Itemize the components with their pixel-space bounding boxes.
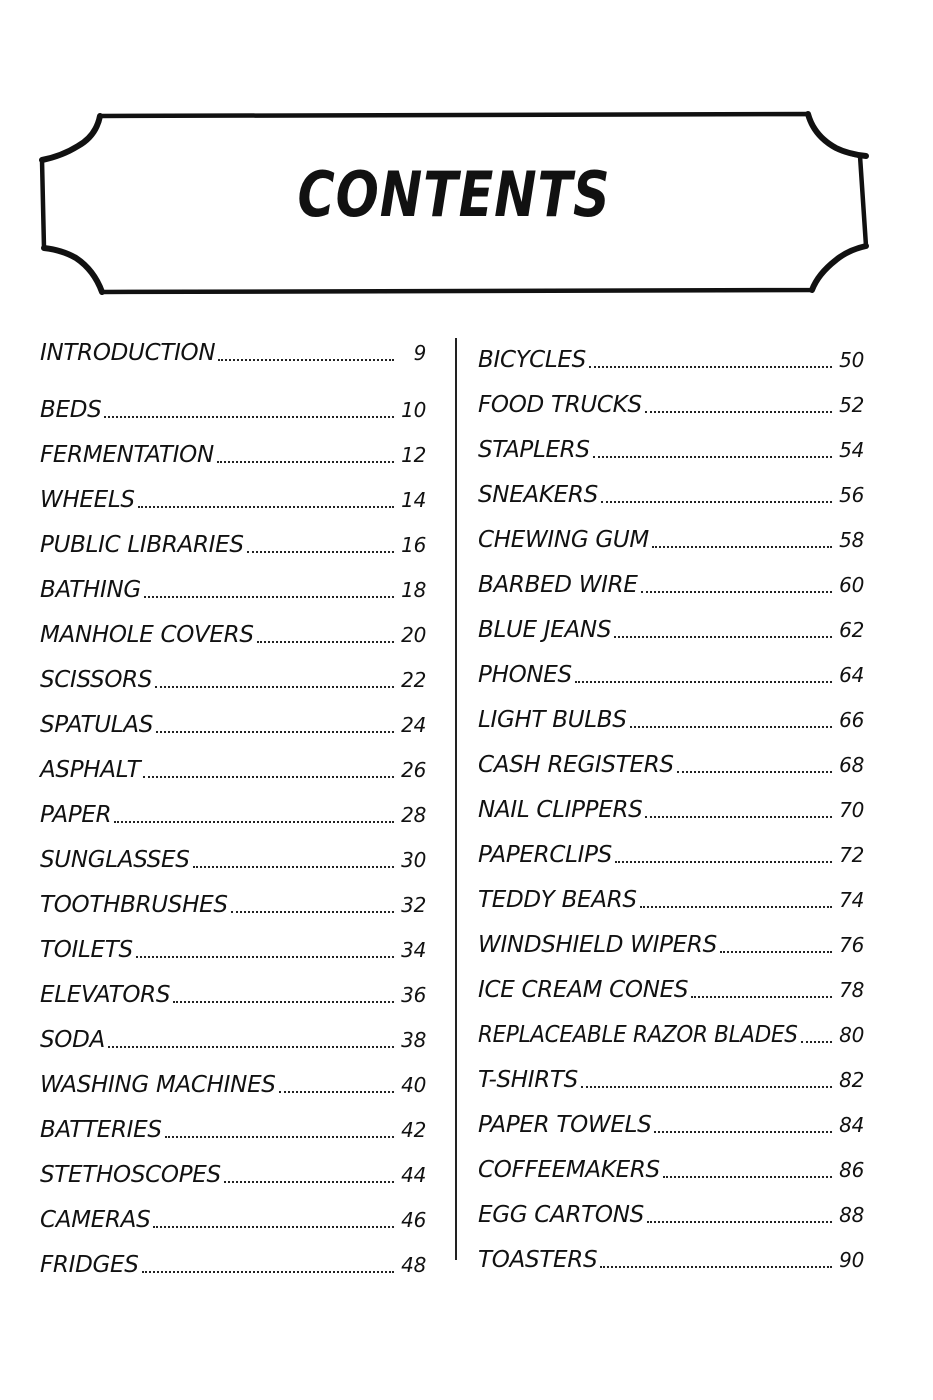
contents-left-column [40, 330, 426, 1280]
toc-entry-title: T-SHIRTS [478, 1067, 578, 1093]
toc-entry [40, 1010, 426, 1055]
toc-entry-title: WINDSHIELD WIPERS [478, 932, 717, 958]
dot-leader [575, 681, 832, 683]
toc-entry-title: TEDDY BEARS [478, 887, 637, 913]
dot-leader [645, 816, 832, 818]
toc-entry [478, 825, 864, 870]
dot-leader [257, 641, 394, 643]
toc-entry-page: 58 [839, 528, 864, 552]
toc-entry [40, 785, 426, 830]
toc-entry-title: BATTERIES [40, 1117, 162, 1143]
title-banner [36, 110, 872, 296]
toc-entry-page: 84 [839, 1113, 864, 1137]
toc-entry-title: CASH REGISTERS [478, 752, 674, 778]
toc-entry-page: 9 [413, 341, 426, 365]
dot-leader [224, 1181, 394, 1183]
dot-leader [630, 726, 832, 728]
toc-entry [40, 875, 426, 920]
toc-entry-title: FRIDGES [40, 1252, 139, 1278]
toc-entry [478, 1095, 864, 1140]
toc-entry-title: COFFEEMAKERS [478, 1157, 660, 1183]
toc-entry-page: 88 [839, 1203, 864, 1227]
toc-entry-title: WASHING MACHINES [40, 1072, 276, 1098]
toc-entry [478, 780, 864, 825]
toc-entry [478, 420, 864, 465]
dot-leader [640, 906, 832, 908]
toc-entry [478, 1050, 864, 1095]
toc-entry-page: 76 [839, 933, 864, 957]
toc-entry-title: PAPER TOWELS [478, 1112, 652, 1138]
dot-leader [615, 861, 832, 863]
toc-entry-page: 28 [401, 803, 426, 827]
dot-leader [663, 1176, 832, 1178]
toc-entry-title: BEDS [40, 397, 102, 423]
dot-leader [645, 411, 832, 413]
toc-entry-title: ELEVATORS [40, 982, 171, 1008]
toc-entry [40, 470, 426, 515]
dot-leader [217, 461, 394, 463]
toc-entry-page: 62 [839, 618, 864, 642]
dot-leader [156, 731, 394, 733]
dot-leader [600, 1266, 832, 1268]
dot-leader [589, 366, 832, 368]
toc-entry-title: TOASTERS [478, 1247, 598, 1273]
toc-entry-page: 86 [839, 1158, 864, 1182]
toc-entry-title: PAPERCLIPS [478, 842, 612, 868]
toc-entry [478, 555, 864, 600]
toc-entry-title: WHEELS [40, 487, 135, 513]
toc-entry-title: FERMENTATION [40, 442, 214, 468]
toc-entry [478, 600, 864, 645]
dot-leader [641, 591, 832, 593]
toc-entry-title: CHEWING GUM [478, 527, 649, 553]
toc-entry [40, 1055, 426, 1100]
toc-entry-title: FOOD TRUCKS [478, 392, 642, 418]
dot-leader [279, 1091, 394, 1093]
toc-entry-title: TOOTHBRUSHES [40, 892, 228, 918]
toc-entry-page: 90 [839, 1248, 864, 1272]
dot-leader [231, 911, 394, 913]
toc-entry-title: LIGHT BULBS [478, 707, 627, 733]
toc-entry-page: 30 [401, 848, 426, 872]
toc-entry-page: 64 [839, 663, 864, 687]
toc-entry-title: MANHOLE COVERS [40, 622, 254, 648]
toc-entry-title: SUNGLASSES [40, 847, 190, 873]
dot-leader [136, 956, 394, 958]
toc-entry-page: 70 [839, 798, 864, 822]
toc-entry-title: CAMERAS [40, 1207, 151, 1233]
toc-entry [40, 650, 426, 695]
contents-right-column [478, 330, 864, 1275]
toc-entry-title: STETHOSCOPES [40, 1162, 221, 1188]
page-title: CONTENTS [297, 158, 611, 231]
toc-entry-title: EGG CARTONS [478, 1202, 644, 1228]
toc-entry [40, 380, 426, 425]
toc-entry [478, 375, 864, 420]
toc-entry-page: 74 [839, 888, 864, 912]
toc-entry-title: SNEAKERS [478, 482, 598, 508]
toc-entry-title: INTRODUCTION [40, 340, 216, 366]
toc-entry [40, 740, 426, 785]
toc-entry [478, 330, 864, 375]
toc-entry-page: 50 [839, 348, 864, 372]
toc-entry-page: 42 [401, 1118, 426, 1142]
toc-entry-page: 78 [839, 978, 864, 1002]
toc-entry [478, 870, 864, 915]
toc-entry-title: PAPER [40, 802, 112, 828]
toc-entry [40, 605, 426, 650]
toc-entry [40, 425, 426, 470]
toc-entry [478, 1140, 864, 1185]
toc-entry-title: ASPHALT [40, 757, 141, 783]
dot-leader [691, 996, 832, 998]
toc-entry-page: 44 [401, 1163, 426, 1187]
dot-leader [173, 1001, 394, 1003]
toc-entry-title: SCISSORS [40, 667, 153, 693]
toc-entry [40, 695, 426, 740]
toc-entry-title: BATHING [40, 577, 141, 603]
toc-entry-title: SPATULAS [40, 712, 154, 738]
toc-entry [478, 1185, 864, 1230]
toc-entry-page: 24 [401, 713, 426, 737]
toc-entry [478, 690, 864, 735]
dot-leader [155, 686, 394, 688]
toc-entry-title: NAIL CLIPPERS [478, 797, 643, 823]
toc-entry [40, 560, 426, 605]
toc-entry [40, 1145, 426, 1190]
dot-leader [143, 776, 394, 778]
toc-entry-page: 18 [401, 578, 426, 602]
dot-leader [153, 1226, 394, 1228]
toc-entry-page: 22 [401, 668, 426, 692]
toc-entry-title: BICYCLES [478, 347, 586, 373]
toc-entry-title: PHONES [478, 662, 572, 688]
dot-leader [601, 501, 832, 503]
toc-entry [478, 510, 864, 555]
dot-leader [104, 416, 394, 418]
dot-leader [114, 821, 394, 823]
toc-entry [40, 1190, 426, 1235]
dot-leader [142, 1271, 394, 1273]
toc-entry-page: 46 [401, 1208, 426, 1232]
dot-leader [677, 771, 832, 773]
toc-entry [40, 1235, 426, 1280]
toc-entry-page: 20 [401, 623, 426, 647]
dot-leader [165, 1136, 394, 1138]
dot-leader [652, 546, 832, 548]
toc-entry-title: BARBED WIRE [478, 572, 638, 598]
toc-entry-page: 72 [839, 843, 864, 867]
toc-entry-page: 48 [401, 1253, 426, 1277]
toc-entry-page: 34 [401, 938, 426, 962]
dot-leader [218, 359, 394, 361]
toc-entry [478, 1005, 864, 1050]
dot-leader [614, 636, 832, 638]
dot-leader [247, 551, 394, 553]
dot-leader [801, 1041, 832, 1043]
toc-entry [478, 735, 864, 780]
toc-entry-page: 40 [401, 1073, 426, 1097]
toc-entry-title: REPLACEABLE RAZOR BLADES [478, 1022, 798, 1048]
dot-leader [593, 456, 832, 458]
toc-entry-title: TOILETS [40, 937, 133, 963]
toc-entry-title: SODA [40, 1027, 105, 1053]
toc-entry-page: 68 [839, 753, 864, 777]
toc-entry-page: 56 [839, 483, 864, 507]
toc-entry-page: 38 [401, 1028, 426, 1052]
toc-entry-page: 54 [839, 438, 864, 462]
toc-entry [40, 920, 426, 965]
toc-entry [478, 465, 864, 510]
dot-leader [647, 1221, 832, 1223]
toc-entry [478, 960, 864, 1005]
toc-entry-title: PUBLIC LIBRARIES [40, 532, 244, 558]
toc-entry-page: 52 [839, 393, 864, 417]
toc-entry-page: 14 [401, 488, 426, 512]
toc-entry [478, 645, 864, 690]
toc-entry-page: 80 [839, 1023, 864, 1047]
dot-leader [193, 866, 394, 868]
toc-entry-page: 66 [839, 708, 864, 732]
toc-entry [478, 915, 864, 960]
toc-entry-title: BLUE JEANS [478, 617, 612, 643]
dot-leader [720, 951, 832, 953]
toc-entry [40, 830, 426, 875]
toc-entry [40, 330, 426, 368]
toc-entry-page: 82 [839, 1068, 864, 1092]
toc-entry [40, 965, 426, 1010]
toc-entry-page: 12 [401, 443, 426, 467]
toc-entry-page: 16 [401, 533, 426, 557]
toc-entry-page: 10 [401, 398, 426, 422]
toc-entry-page: 26 [401, 758, 426, 782]
toc-entry-title: STAPLERS [478, 437, 590, 463]
dot-leader [144, 596, 394, 598]
toc-entry-page: 36 [401, 983, 426, 1007]
toc-entry-page: 32 [401, 893, 426, 917]
dot-leader [138, 506, 394, 508]
toc-entry [40, 515, 426, 560]
toc-entry [478, 1230, 864, 1275]
dot-leader [654, 1131, 832, 1133]
toc-entry-title: ICE CREAM CONES [478, 977, 689, 1003]
dot-leader [108, 1046, 394, 1048]
column-divider [455, 338, 457, 1260]
toc-entry [40, 1100, 426, 1145]
toc-entry-page: 60 [839, 573, 864, 597]
dot-leader [581, 1086, 832, 1088]
